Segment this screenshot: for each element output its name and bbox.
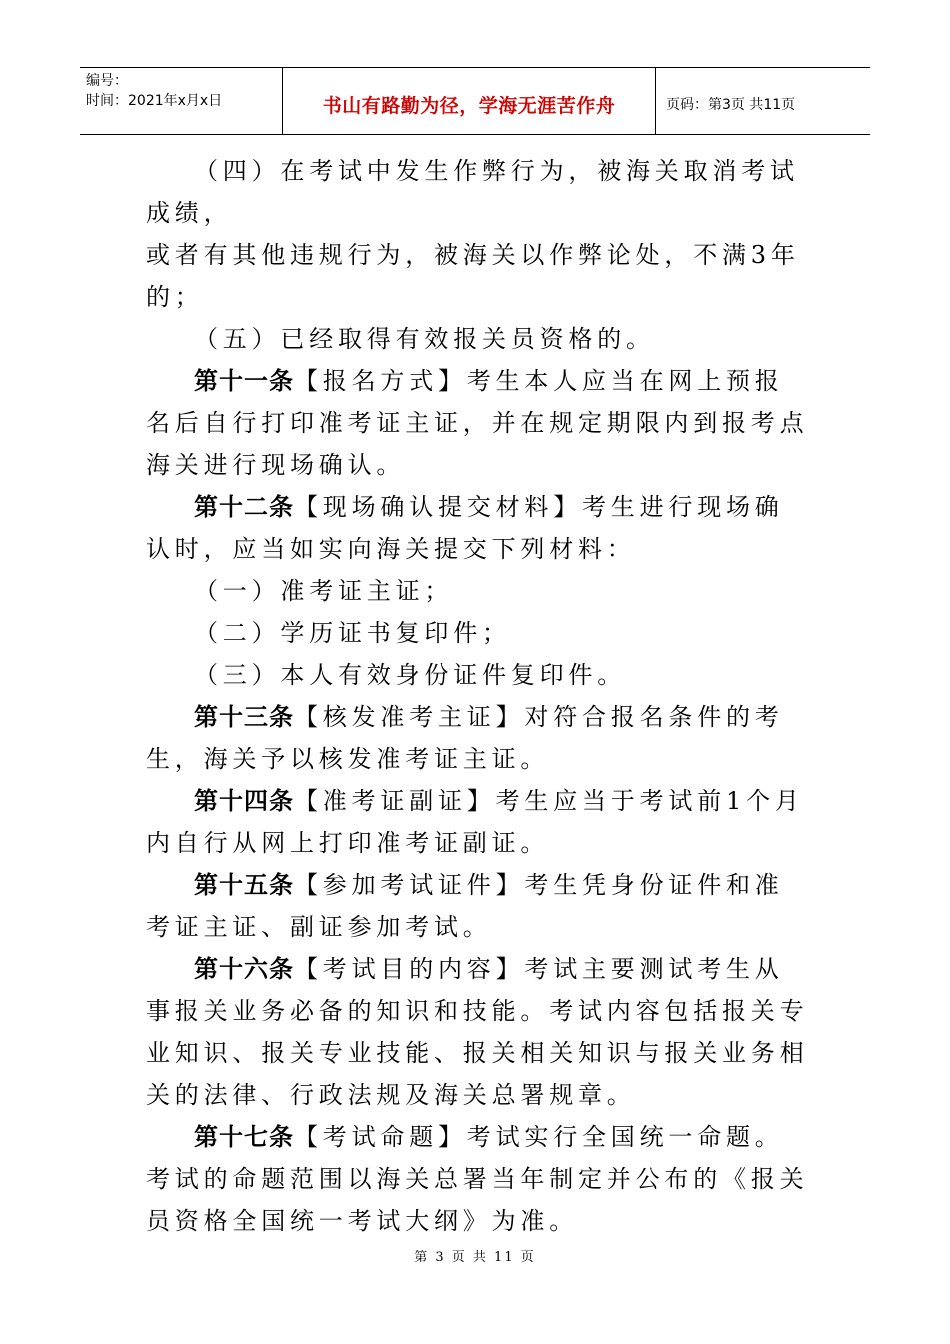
paragraph: （五）已经取得有效报关员资格的。	[194, 325, 655, 353]
article-title: 第十五条	[194, 871, 294, 899]
paragraph: （四）在考试中发生作弊行为，被海关取消考试成绩，	[146, 157, 799, 227]
article-title: 第十三条	[194, 703, 294, 731]
document-header	[80, 67, 870, 135]
article-title: 第十四条	[194, 787, 294, 815]
article-title: 第十二条	[194, 493, 294, 521]
list-item: （二）学历证书复印件；	[194, 619, 511, 647]
article-14: 第十四条【准考证副证】考生应当于考试前1个月内自行从网上打印准考证副证。	[146, 787, 804, 857]
page-footer: 第 3 页 共 11 页	[414, 1250, 536, 1265]
paragraph: 或者有其他违规行为，被海关以作弊论处，不满3年的；	[146, 241, 800, 311]
article-17: 第十七条【考试命题】考试实行全国统一命题。考试的命题范围以海关总署当年制定并公布的《报关员资格全国统一考试大纲》为准。	[146, 1123, 809, 1235]
header-page-code: 页码：第3页 共11页	[666, 97, 796, 113]
article-15: 第十五条【参加考试证件】考生凭身份证件和准考证主证、副证参加考试。	[146, 871, 784, 941]
article-13: 第十三条【核发准考主证】对符合报名条件的考生，海关予以核发准考证主证。	[146, 703, 784, 773]
article-title: 第十一条	[194, 367, 294, 395]
document-date: 时间：2021年x月x日	[86, 93, 223, 109]
list-item: （一）准考证主证；	[194, 577, 454, 605]
header-meta	[80, 68, 283, 134]
article-16: 第十六条【考试目的内容】考试主要测试考生从事报关业务必备的知识和技能。考试内容包括报关专业知识、报关专业技能、报关相关知识与报关业务相关的法律、行政法规及海关总署规章。	[146, 955, 809, 1109]
list-item: （三）本人有效身份证件复印件。	[194, 661, 626, 689]
document-body	[146, 150, 810, 1242]
header-motto: 书山有路勤为径，学海无涯苦作舟	[283, 68, 656, 134]
article-title: 第十六条	[194, 955, 294, 983]
article-title: 第十七条	[194, 1123, 294, 1151]
article-11: 第十一条【报名方式】考生本人应当在网上预报名后自行打印准考证主证，并在规定期限内到报考点海关进行现场确认。	[146, 367, 809, 479]
document-number-label: 编号：	[86, 73, 128, 89]
article-12: 第十二条【现场确认提交材料】考生进行现场确认时，应当如实向海关提交下列材料：	[146, 493, 784, 563]
